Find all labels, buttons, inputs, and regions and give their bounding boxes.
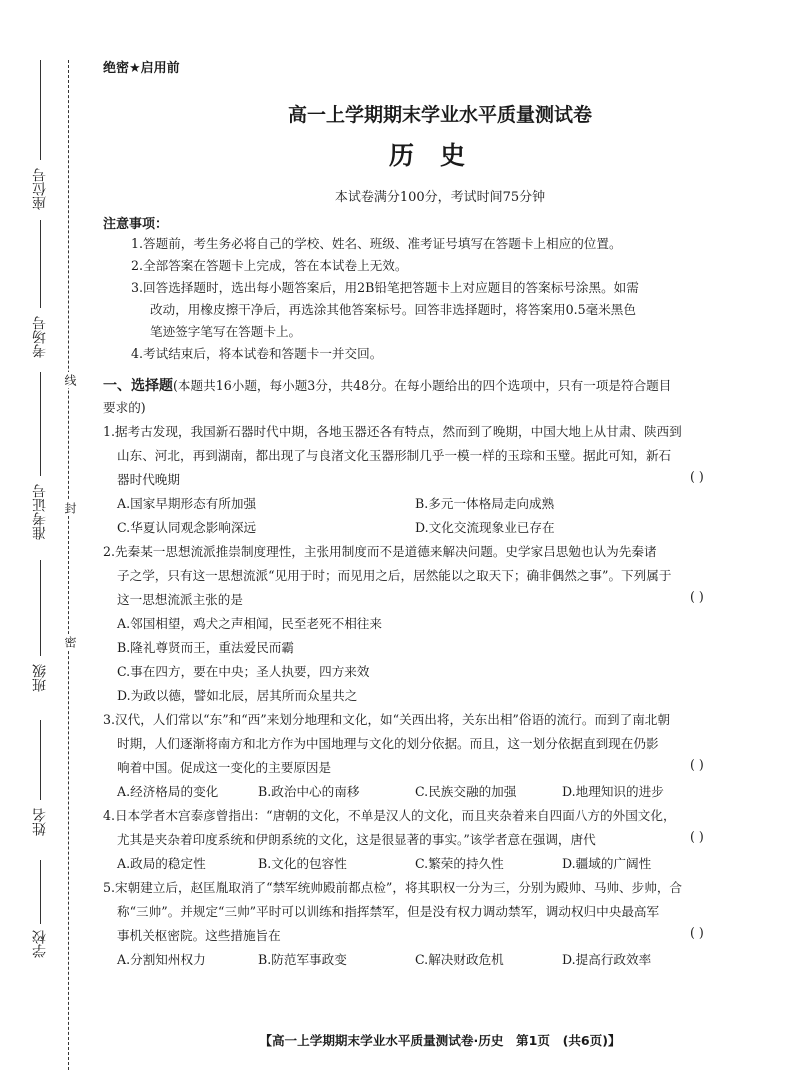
question-text: 3.汉代，人们常以“东”和“西”来划分地理和文化，如“关西出将，关东出相”俗语的流行。而到了南北朝 (103, 712, 670, 727)
question-text: 响着中国。促成这一变化的主要原因是 (117, 760, 332, 775)
option-b: B.政治中心的南移 (258, 784, 360, 799)
ticket-number-field[interactable] (40, 372, 41, 476)
option-a: A.国家早期形态有所加强 (117, 496, 257, 511)
cut-label-line: 线 (63, 374, 77, 386)
option-b: B.文化的包容性 (258, 856, 347, 871)
note-item: 1.答题前，考生务必将自己的学校、姓名、班级、准考证号填写在答题卡上相应的位置。 (131, 236, 622, 251)
answer-bracket: ( ) (690, 829, 704, 844)
answer-bracket: ( ) (690, 757, 704, 772)
confidential-mark: 绝密★启用前 (103, 61, 180, 76)
option-c: C.繁荣的持久性 (415, 856, 504, 871)
note-item-continued: 改动，用橡皮擦干净后，再选涂其他答案标号。回答非选择题时，将答案用0.5毫米黑色 (150, 302, 636, 317)
question-text: 尤其是夹杂着印度系统和伊朗系统的文化，这是很显著的事实。”该学者意在强调，唐代 (117, 832, 596, 847)
seat-number-label: 座位号 (32, 168, 48, 210)
exam-room-label: 考场号 (32, 316, 48, 358)
option-d: D.文化交流现象业已存在 (415, 520, 555, 535)
question-text: 时期，人们逐渐将南方和北方作为中国地理与文化的划分依据。而且，这一划分依据直到现在仍影 (117, 736, 659, 751)
ticket-number-label: 准考证号 (32, 484, 48, 540)
exam-info: 本试卷满分100分，考试时间75分钟 (334, 190, 546, 205)
question-text: 4.日本学者木宫泰彦曾指出：“唐朝的文化，不单是汉人的文化，而且夹杂着来自四面八方的外国文化， (103, 808, 676, 823)
school-label: 学校 (32, 930, 48, 958)
note-item: 4.考试结束后，将本试卷和答题卡一并交回。 (131, 346, 383, 361)
section-title: 一、选择题 (103, 378, 173, 394)
question-text: 事机关枢密院。这些措施旨在 (117, 928, 281, 943)
page-footer: 【高一上学期期末学业水平质量测试卷·历史 第1页 (共6页)】 (259, 1033, 621, 1048)
subject-title: 历史 (388, 141, 491, 170)
option-b: B.防范军事政变 (258, 952, 347, 967)
option-a: A.政局的稳定性 (117, 856, 206, 871)
exam-title: 高一上学期期末学业水平质量测试卷 (287, 104, 592, 126)
option-c: C.事在四方，要在中央；圣人执要，四方来效 (117, 664, 370, 679)
answer-bracket: ( ) (690, 589, 704, 604)
option-c: C.华夏认同观念影响深远 (117, 520, 257, 535)
question-text: 称“三帅”。并规定“三帅”平时可以训练和指挥禁军，但是没有权力调动禁军，调动权归中央最高军 (117, 904, 660, 919)
answer-bracket: ( ) (690, 925, 704, 940)
option-d: D.提高行政效率 (562, 952, 652, 967)
option-b: B.多元一体格局走向成熟 (415, 496, 555, 511)
option-d: D.为政以德，譬如北辰，居其所而众星共之 (117, 688, 358, 703)
question-text: 2.先秦某一思想流派推崇制度理性，主张用制度而不是道德来解决问题。史学家吕思勉也认为先秦诸 (103, 544, 657, 559)
school-field[interactable] (40, 860, 41, 924)
option-a: A.经济格局的变化 (117, 784, 219, 799)
option-a: A.分割知州权力 (117, 952, 206, 967)
option-a: A.邻国相望，鸡犬之声相闻，民至老死不相往来 (117, 616, 382, 631)
option-c: C.解决财政危机 (415, 952, 504, 967)
question-text: 这一思想流派主张的是 (117, 592, 243, 607)
binding-strip (0, 0, 100, 1092)
note-item: 3.回答选择题时，选出每小题答案后，用2B铅笔把答题卡上对应题目的答案标号涂黑。如需 (131, 280, 639, 295)
cut-label-close: 密 (63, 636, 77, 648)
note-item-continued: 笔迹签字笔写在答题卡上。 (150, 324, 302, 339)
exam-room-field[interactable] (40, 220, 41, 308)
section-header (103, 375, 783, 397)
option-d: D.地理知识的进步 (562, 784, 664, 799)
name-label: 姓名 (32, 808, 48, 836)
cut-label-seal: 封 (63, 502, 77, 514)
question-text: 子之学，只有这一思想流派“见用于时；而见用之后，居然能以之取天下；确非偶然之事”。下列属于 (117, 568, 672, 583)
class-field[interactable] (40, 560, 41, 656)
notes-heading: 注意事项： (103, 217, 169, 232)
option-c: C.民族交融的加强 (415, 784, 517, 799)
question-text: 5.宋朝建立后，赵匡胤取消了“禁军统帅殿前都点检”，将其职权一分为三，分别为殿帅、马帅、步帅，合 (103, 880, 683, 895)
option-d: D.疆域的广阔性 (562, 856, 652, 871)
class-label: 班级 (32, 664, 48, 692)
option-b: B.隆礼尊贤而王，重法爱民而霸 (117, 640, 294, 655)
section-desc: (本题共16小题，每小题3分，共48分。在每小题给出的四个选项中，只有一项是符合题目 (173, 378, 672, 393)
question-text: 器时代晚期 (117, 472, 180, 487)
cut-dashed-line (68, 60, 69, 1070)
answer-bracket: ( ) (690, 469, 704, 484)
question-text: 山东、河北，再到湖南，都出现了与良渚文化玉器形制几乎一模一样的玉琮和玉璧。据此可知，新石 (117, 448, 672, 463)
note-item: 2.全部答案在答题卡上完成，答在本试卷上无效。 (131, 258, 408, 273)
question-text: 1.据考古发现，我国新石器时代中期，各地玉器还各有特点，然而到了晚期，中国大地上从甘肃、陕西到 (103, 424, 682, 439)
seat-number-field[interactable] (40, 60, 41, 160)
name-field[interactable] (40, 720, 41, 800)
section-desc-continued: 要求的) (103, 400, 146, 415)
